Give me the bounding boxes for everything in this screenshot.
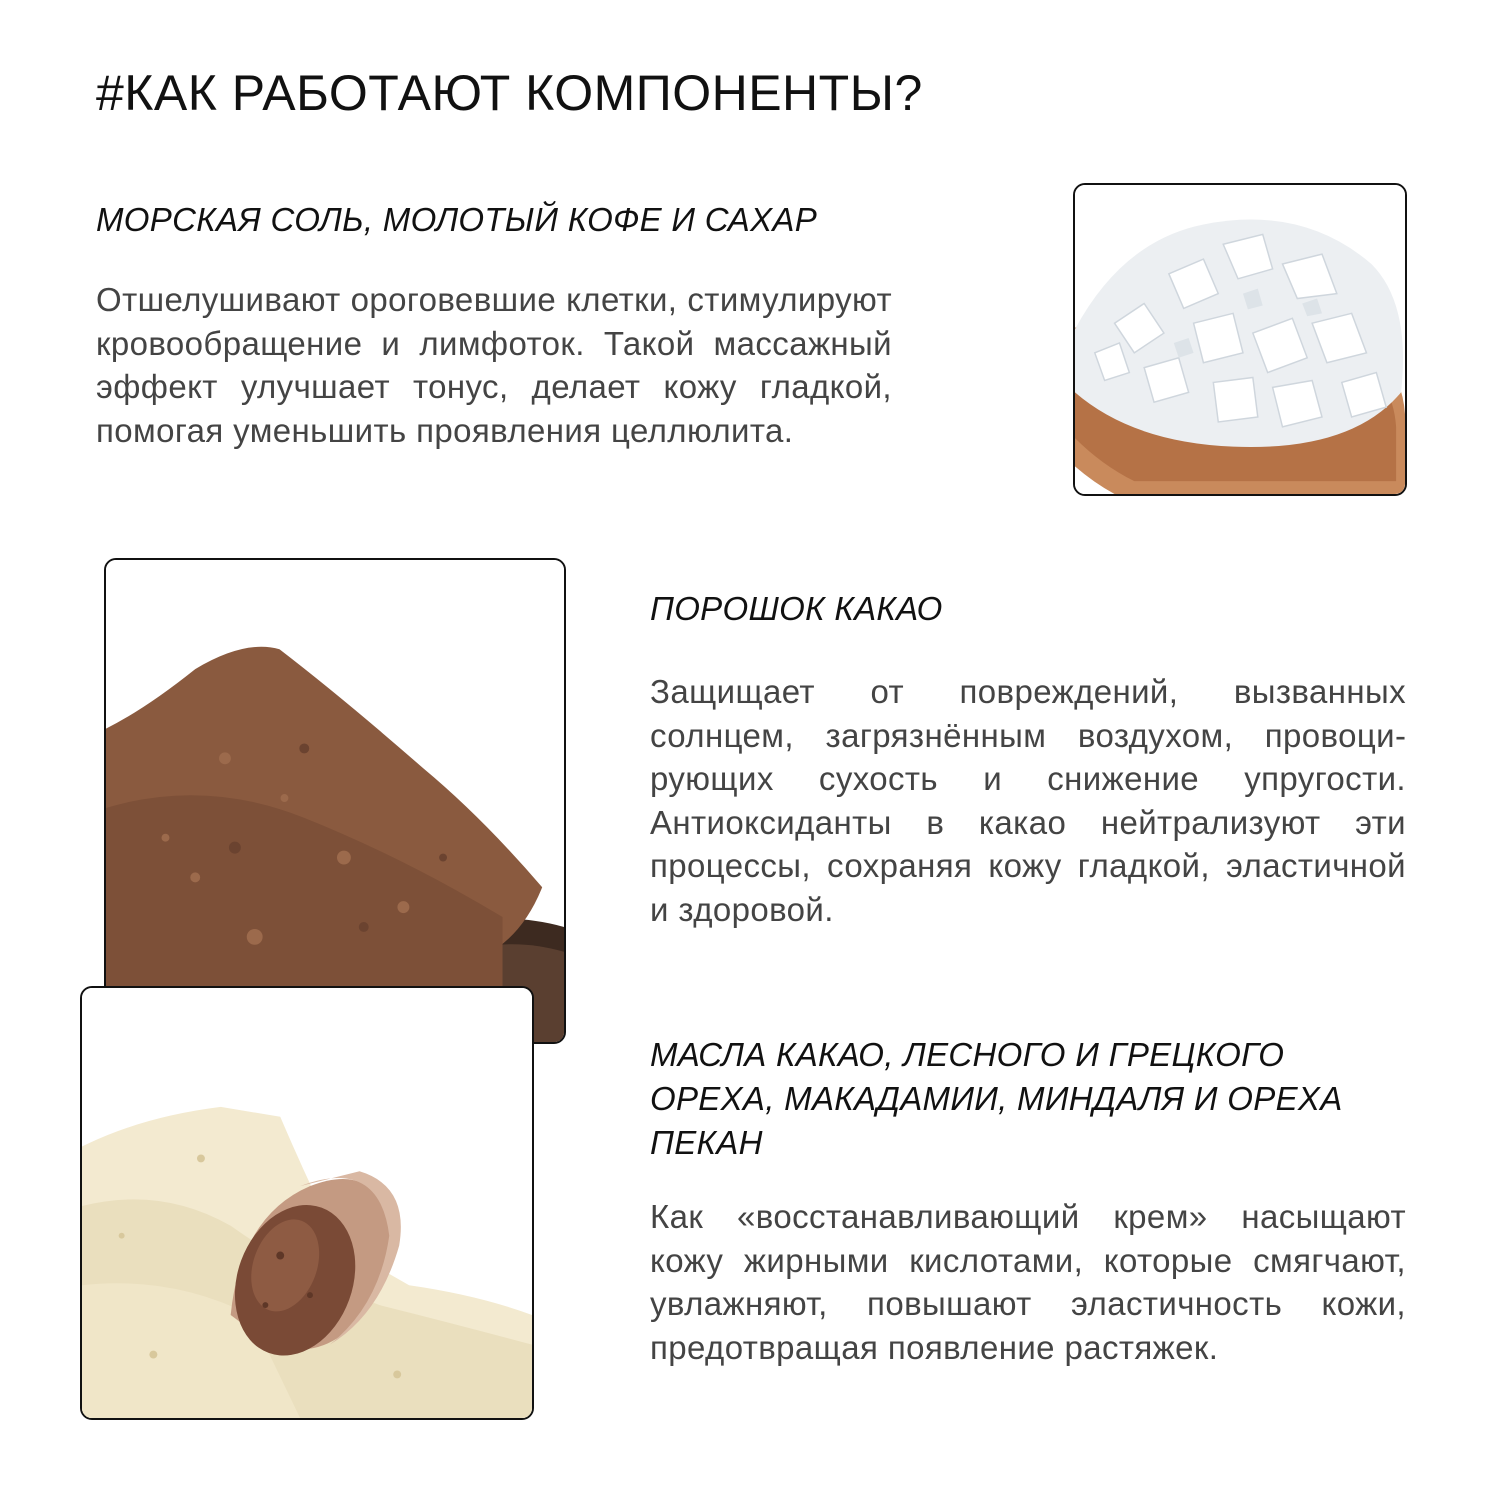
page-title: #КАК РАБОТАЮТ КОМПОНЕНТЫ? [96,65,923,121]
section-title-butters: МАСЛА КАКАО, ЛЕСНОГО И ГРЕЦКОГО ОРЕХА, МАКАДАМИИ, МИНДАЛЯ И ОРЕХА ПЕКАН [650,1036,1343,1161]
cocoa-butter-image [80,986,534,1420]
section-title-sea-salt: МОРСКАЯ СОЛЬ, МОЛОТЫЙ КОФЕ И САХАР [96,201,818,238]
cocoa-powder-image [104,558,566,1044]
section-text-butters: Как «восстанавливающий крем» насыщают кожу жирными кислотами, которые смягчают, увлажняют, повышают эластичность кожи, предотвращая появление растяжек. [650,1198,1406,1366]
section-text-cocoa-powder: Защищает от повреждений, вызванных солнцем, загрязнённым воздухом, провоцирующих сухость и снижение упругости. Антиоксиданты в какао нейтрализуют эти процессы, сохраняя кожу гладкой, эластичной и здоровой. [650,673,1406,928]
section-title-cocoa-powder: ПОРОШОК КАКАО [650,590,943,627]
sea-salt-image [1073,183,1407,496]
section-text-sea-salt: Отшелушивают ороговевшие клетки, стимулируют кровообращение и лимфоток. Такой массажный эффект улучшает тонус, делает кожу гладкой, помогая уменьшить проявления целлюлита. [96,281,892,449]
